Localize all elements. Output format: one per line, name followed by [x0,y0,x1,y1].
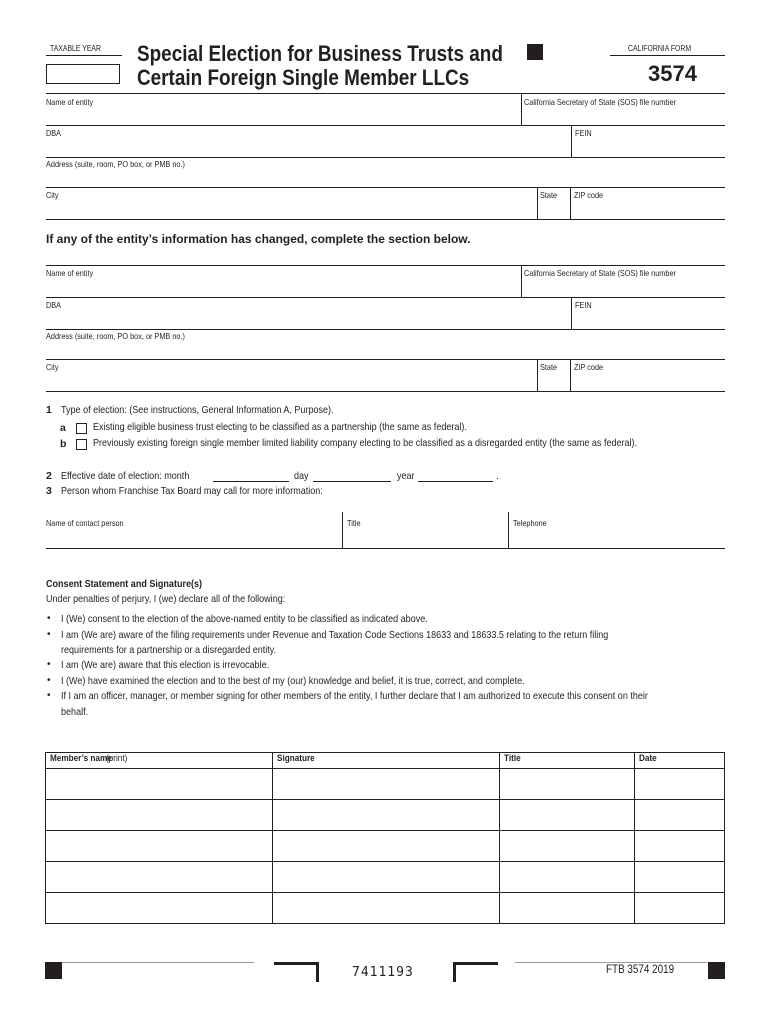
fein-divider [571,125,572,157]
line1-text: Type of election: (See instructions, General Information A, Purpose). [61,404,334,416]
california-form-label: CALIFORNIA FORM [628,44,692,53]
signature-cell[interactable] [273,831,500,862]
city-field[interactable] [46,202,534,218]
city-label: City [46,190,59,200]
contact-telephone-field[interactable] [512,530,724,547]
fein-field[interactable] [575,140,725,156]
date-cell[interactable] [635,769,725,800]
signature-table-header [46,753,725,769]
year-label: year [397,470,415,482]
signature-cell[interactable] [273,800,500,831]
consent-bullet-4: I (We) have examined the election and to the best of my (our) knowledge and belief, it is true, correct, and complete. [61,675,525,687]
consent-bullet-mark-3: • [47,659,51,670]
signature-row [46,862,725,893]
changed-sos-divider [521,265,522,297]
date-header-label: Date [639,753,657,764]
changed-address-field[interactable] [46,343,725,359]
changed-state-label: State [540,362,558,372]
year-field-rule [418,481,493,482]
date-cell[interactable] [635,862,725,893]
consent-bullet-mark-2: • [47,629,51,640]
state-field[interactable] [540,202,568,218]
registration-mark-top [527,44,543,60]
changed-fein-label: FEIN [575,300,592,310]
registration-mark-bottom-right [708,962,725,979]
address-label: Address (suite, room, PO box, or PMB no.) [46,159,185,169]
changed-section-top-rule [46,265,725,266]
consent-bullet-2b: requirements for a partnership or a disregarded entity. [61,644,277,656]
date-cell[interactable] [635,800,725,831]
line2-text: Effective date of election: month [61,470,190,482]
signature-row [46,831,725,862]
line1a-checkbox[interactable] [76,423,87,434]
changed-dba-label: DBA [46,300,62,310]
zip-field[interactable] [574,202,724,218]
title-header-label: Title [504,753,521,764]
line3-number: 3 [46,485,52,497]
registration-mark-bottom-left [45,962,62,979]
contact-name-field[interactable] [46,530,338,547]
changed-sos-number-field[interactable] [524,280,724,296]
dba-label: DBA [46,128,62,138]
year-field[interactable] [418,468,493,481]
signature-row [46,893,725,924]
barcode-number: 7411193 [352,965,414,980]
entity-section-top-rule [46,93,725,94]
consent-bullet-1: I (We) consent to the election of the above-named entity to be classified as indicated above. [61,613,428,625]
consent-intro: Under penalties of perjury, I (we) declare all of the following: [46,593,286,605]
changed-address-top-rule [46,329,725,330]
form-title-line2: Certain Foreign Single Member LLCs [137,65,470,90]
footer-rule-left [62,962,254,963]
date-cell[interactable] [635,831,725,862]
contact-title-label: Title [347,518,361,528]
date-header [635,753,725,769]
month-field[interactable] [213,468,289,481]
contact-name-label: Name of contact person [46,518,124,528]
member-name-cell[interactable] [46,800,273,831]
consent-bullet-5a: If I am an officer, manager, or member signing for other members of the entity, I further declare that I am authorized to execute this consent on their [61,690,648,702]
taxable-year-label: TAXABLE YEAR [50,44,101,53]
changed-address-label: Address (suite, room, PO box, or PMB no.) [46,331,185,341]
line1-number: 1 [46,404,52,416]
changed-state-divider [537,359,538,391]
signature-cell[interactable] [273,893,500,924]
entity-name-field[interactable] [46,108,520,124]
line1a-text: Existing eligible business trust electing to be classified as a partnership (the same as federal). [93,421,467,433]
sos-label: California Secretary of State (SOS) file number [524,97,676,107]
title-cell[interactable] [500,800,635,831]
sos-divider [521,93,522,125]
changed-sos-label: California Secretary of State (SOS) file number [524,268,676,278]
zip-divider [570,187,571,219]
fein-label: FEIN [575,128,592,138]
changed-entity-name-label: Name of entity [46,268,94,278]
zip-label: ZIP code [574,190,604,200]
changed-section-bottom-rule [46,391,725,392]
line1a-letter: a [60,422,66,434]
line1b-letter: b [60,438,67,450]
contact-telephone-label: Telephone [513,518,547,528]
state-divider [537,187,538,219]
line3-text: Person whom Franchise Tax Board may call for more information: [61,485,323,497]
form-id-footer: FTB 3574 2019 [606,964,675,976]
member-name-header [46,753,273,769]
changed-state-field[interactable] [540,374,568,390]
scan-corner-mark-right [453,962,498,982]
changed-city-top-rule [46,359,725,360]
title-cell[interactable] [500,831,635,862]
day-field[interactable] [313,468,391,481]
state-label: State [540,190,558,200]
signature-header [273,753,500,769]
signature-table [45,752,725,924]
day-label: day [294,470,309,482]
signature-header-label: Signature [277,753,315,764]
consent-bullet-mark-5: • [47,690,51,701]
taxable-year-rule [46,55,122,56]
consent-bullet-mark-4: • [47,675,51,686]
member-name-cell[interactable] [46,862,273,893]
contact-title-field[interactable] [346,530,504,547]
changed-info-heading: If any of the entity’s information has changed, complete the section below. [46,232,471,246]
consent-bullet-3: I am (We are) aware that this election is irrevocable. [61,659,270,671]
changed-entity-name-field[interactable] [46,280,520,296]
changed-city-label: City [46,362,59,372]
changed-fein-field[interactable] [575,312,725,328]
contact-telephone-divider [508,512,509,548]
line2-period: . [496,470,499,482]
form-title-line1: Special Election for Business Trusts and [137,41,503,66]
scan-corner-mark-left [274,962,319,982]
line2-number: 2 [46,470,52,482]
consent-bullet-5b: behalf. [61,706,89,718]
dba-top-rule [46,125,725,126]
changed-city-field[interactable] [46,374,534,390]
signature-cell[interactable] [273,769,500,800]
member-name-cell[interactable] [46,893,273,924]
consent-bullet-2a: I am (We are) aware of the filing requirements under Revenue and Taxation Code Sections 18633 and 18633.5 relating to the return filing [61,629,609,641]
changed-zip-label: ZIP code [574,362,604,372]
dba-field[interactable] [46,140,568,156]
changed-dba-field[interactable] [46,312,568,328]
title-cell[interactable] [500,862,635,893]
date-cell[interactable] [635,893,725,924]
entity-section-bottom-rule [46,219,725,220]
member-name-cell[interactable] [46,769,273,800]
changed-zip-divider [570,359,571,391]
address-field[interactable] [46,171,725,187]
signature-cell[interactable] [273,862,500,893]
signature-row [46,769,725,800]
california-form-rule [610,55,725,56]
contact-bottom-rule [46,548,725,549]
title-cell[interactable] [500,893,635,924]
consent-heading: Consent Statement and Signature(s) [46,578,203,590]
address-top-rule [46,157,725,158]
member-name-header-rest: (print) [105,753,128,764]
title-header [500,753,635,769]
changed-zip-field[interactable] [574,374,724,390]
footer-rule-right [515,962,707,963]
city-top-rule [46,187,725,188]
member-name-header-bold: Member’s name [50,753,112,764]
consent-bullet-mark-1: • [47,613,51,624]
form-number: 3574 [648,61,697,86]
line1b-text: Previously existing foreign single member limited liability company electing to be classified as a disregarded entity (the same as federal). [93,437,638,449]
signature-row [46,800,725,831]
taxable-year-input[interactable] [46,64,120,84]
changed-fein-divider [571,297,572,329]
line1b-checkbox[interactable] [76,439,87,450]
month-field-rule [213,481,289,482]
contact-title-divider [342,512,343,548]
sos-number-field[interactable] [524,108,724,124]
day-field-rule [313,481,391,482]
changed-dba-top-rule [46,297,725,298]
entity-name-label: Name of entity [46,97,94,107]
member-name-cell[interactable] [46,831,273,862]
title-cell[interactable] [500,769,635,800]
